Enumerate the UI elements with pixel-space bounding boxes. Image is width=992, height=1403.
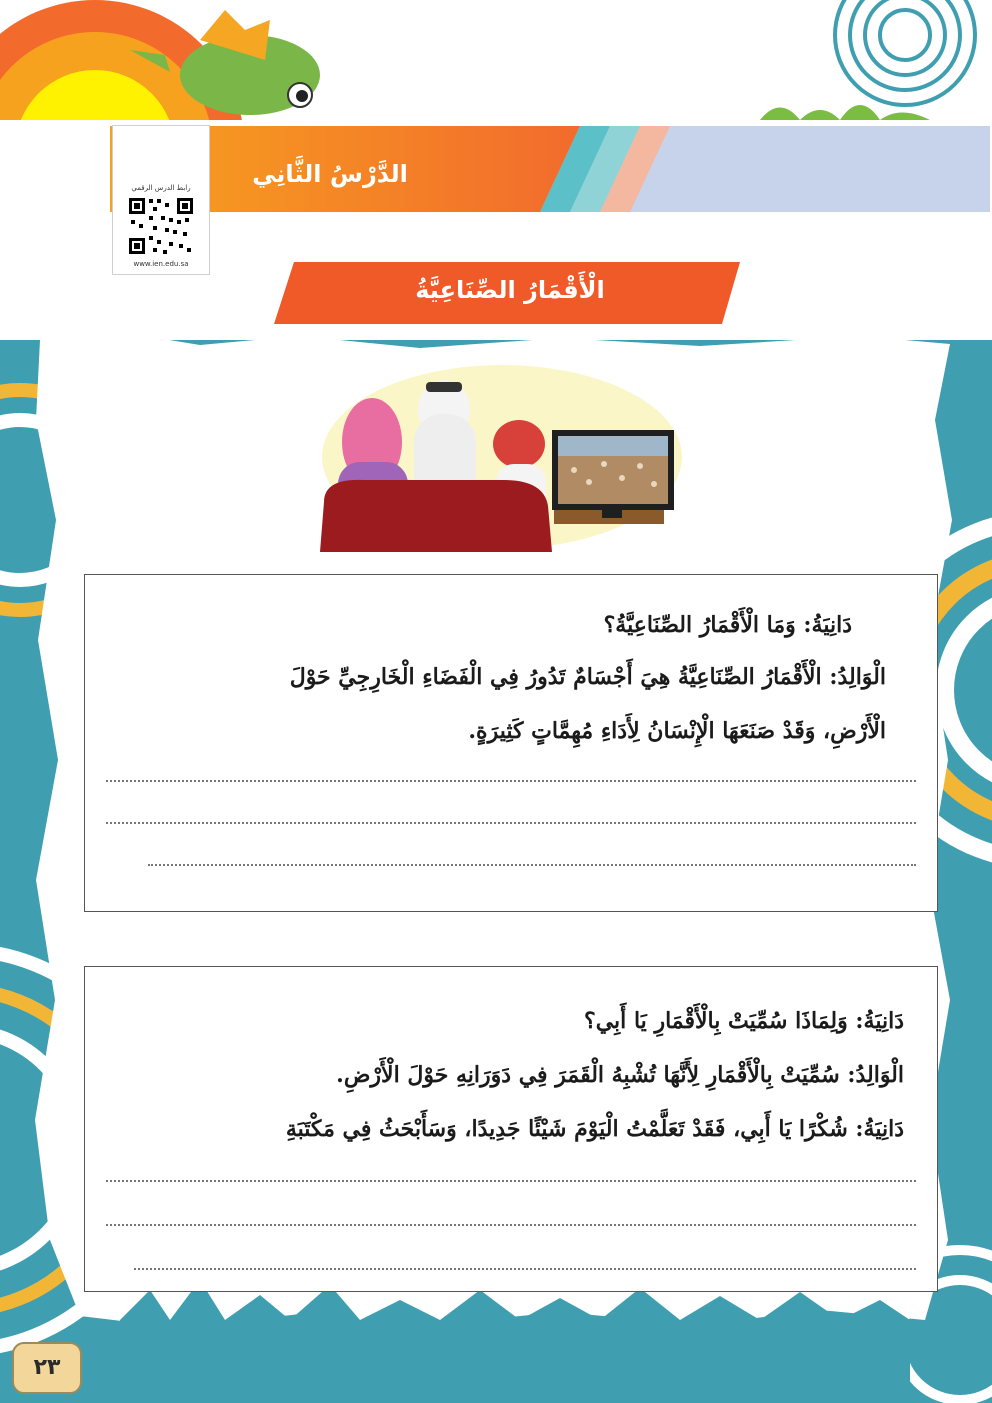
qr-code-icon — [127, 196, 195, 256]
lesson-label: الدَّرْسُ الثَّانِي — [252, 160, 408, 188]
dialogue1-line-2: الْوَالِدُ: الْأَقْمَارُ الصِّنَاعِيَّةُ هِيَ أَجْسَامٌ تَدُورُ فِي الْفَضَاءِ الْخَارِجِيِّ حَوْلَ — [289, 664, 886, 690]
answer-line[interactable] — [134, 1268, 916, 1270]
page-number: ٢٣ — [12, 1342, 82, 1394]
answer-line[interactable] — [106, 1224, 916, 1226]
dialogue1-line-1: دَانِيَةُ: وَمَا الْأَقْمَارُ الصِّنَاعِيَّةُ؟ — [603, 612, 852, 638]
topic-title: الْأَقْمَارُ الصِّنَاعِيَّةُ — [415, 276, 605, 304]
dialogue2-line-2: الْوَالِدُ: سُمِّيَتْ بِالْأَقْمَارِ لِأَنَّهَا تُشْبِهُ الْقَمَرَ فِي دَوَرَانِهِ حَوْلَ الْأَرْضِ. — [336, 1062, 904, 1088]
answer-line[interactable] — [148, 864, 916, 866]
dialogue1-line-3: الْأَرْضِ، وَقَدْ صَنَعَهَا الْإِنْسَانُ لِأَدَاءِ مُهِمَّاتٍ كَثِيرَةٍ. — [468, 718, 886, 744]
dialogue2-line-3: دَانِيَةُ: شُكْرًا يَا أَبِي، فَقَدْ تَعَلَّمْتُ الْيَوْمَ شَيْئًا جَدِيدًا، وَسَأَبْحَثُ فِي مَكْتَبَةِ — [285, 1116, 904, 1142]
answer-line[interactable] — [106, 822, 916, 824]
family-watching-tv-illustration — [304, 352, 700, 562]
answer-line[interactable] — [106, 780, 916, 782]
qr-caption: رابط الدرس الرقمي — [131, 184, 191, 192]
answer-line[interactable] — [106, 1180, 916, 1182]
dialogue2-line-1: دَانِيَةُ: وَلِمَاذَا سُمِّيَتْ بِالْأَقْمَارِ يَا أَبِي؟ — [584, 1008, 904, 1034]
qr-code-box[interactable] — [112, 125, 210, 275]
qr-url: www.ien.edu.sa — [133, 260, 189, 268]
